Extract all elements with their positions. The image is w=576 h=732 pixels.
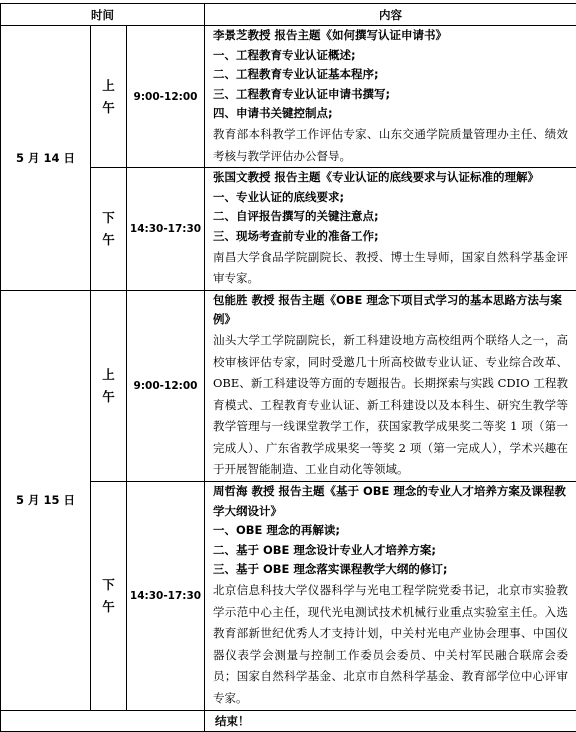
agenda-item: 一、专业认证的底线要求; <box>213 188 568 208</box>
period-day1-pm <box>91 168 127 291</box>
session-title: 周哲海 教授 报告主题《基于 OBE 理念的专业人才培养方案及课程教学大纲设计》 <box>213 482 568 521</box>
period-top: 上 <box>91 364 126 386</box>
speaker-bio: 南昌大学食品学院副院长、教授、博士生导师，国家自然科学基金评审专家。 <box>213 247 568 290</box>
header-content: 内容 <box>205 4 576 26</box>
period-day1-am <box>91 26 127 168</box>
agenda-item: 二、基于 OBE 理念设计专业人才培养方案; <box>213 541 568 561</box>
period-top: 下 <box>91 207 126 229</box>
time-day2-pm: 14:30-17:30 <box>127 482 205 711</box>
session-row-day1-am <box>1 26 576 168</box>
period-top: 下 <box>91 574 126 596</box>
period-day2-am <box>91 290 127 481</box>
end-label: 结束！ <box>205 710 576 731</box>
agenda-item: 一、OBE 理念的再解读; <box>213 521 568 541</box>
agenda-item: 二、自评报告撰写的关键注意点; <box>213 207 568 227</box>
agenda-item: 三、工程教育专业认证申请书撰写; <box>213 85 568 105</box>
session-title: 包能胜 教授 报告主题《OBE 理念下项目式学习的基本思路方法与案例》 <box>213 291 568 330</box>
session-title: 李景芝教授 报告主题《如何撰写认证申请书》 <box>213 26 568 46</box>
period-top: 上 <box>91 75 126 97</box>
agenda-item: 二、工程教育专业认证基本程序; <box>213 65 568 85</box>
time-day1-pm: 14:30-17:30 <box>127 168 205 291</box>
time-day2-am: 9:00-12:00 <box>127 290 205 481</box>
end-row-blank <box>1 710 205 731</box>
agenda-item: 一、工程教育专业认证概述; <box>213 46 568 66</box>
content-day2-pm <box>205 482 576 711</box>
speaker-bio: 教育部本科教学工作评估专家、山东交通学院质量管理办主任、绩效考核与教学评估办公督导。 <box>213 124 568 167</box>
header-row <box>1 4 576 26</box>
speaker-bio: 北京信息科技大学仪器科学与光电工程学院党委书记，北京市实验教学示范中心主任，现代光电测试技术机械行业重点实验室主任。入选教育部新世纪优秀人才支持计划，中关村光电产业协会理事、中国仪器仪表学会测量与控制工作委员会委员、中关村军民融合联席会委员；国家自然科学基金、北京市自然科学基金、教育部学位中心评审专家。 <box>213 580 568 710</box>
session-row-day2-am <box>1 290 576 481</box>
period-day2-pm <box>91 482 127 711</box>
content-day2-am <box>205 290 576 481</box>
period-bottom: 午 <box>91 97 126 119</box>
agenda-item: 四、申请书关键控制点; <box>213 104 568 124</box>
agenda-item: 三、基于 OBE 理念落实课程教学大纲的修订; <box>213 560 568 580</box>
speaker-bio: 汕头大学工学院副院长，新工科建设地方高校组两个联络人之一，高校审核评估专家，同时受邀几十所高校做专业认证、专业综合改革、OBE、新工科建设等方面的专题报告。长期探索与实践 CDIO 工程教育模式、工程教育专业认证、新工科建设以及本科生、研究生教学等教学管理与一线课堂教学工作，获国家教学成果奖二等奖 1 项（第一完成人）、广东省教学成果奖一等奖 2 项（第一完成人），学术兴趣在于开展智能制造、工业自动化等领域。 <box>213 330 568 481</box>
schedule-table <box>0 3 576 732</box>
period-bottom: 午 <box>91 386 126 408</box>
time-day1-am: 9:00-12:00 <box>127 26 205 168</box>
period-bottom: 午 <box>91 596 126 618</box>
content-day1-pm <box>205 168 576 291</box>
header-time: 时间 <box>1 4 205 26</box>
agenda-item: 三、现场考查前专业的准备工作; <box>213 227 568 247</box>
end-row <box>1 710 576 731</box>
content-day1-am <box>205 26 576 168</box>
session-title: 张国文教授 报告主题《专业认证的底线要求与认证标准的理解》 <box>213 168 568 188</box>
date-day2: 5 月 15 日 <box>1 290 91 710</box>
date-day1: 5 月 14 日 <box>1 26 91 291</box>
period-bottom: 午 <box>91 229 126 251</box>
